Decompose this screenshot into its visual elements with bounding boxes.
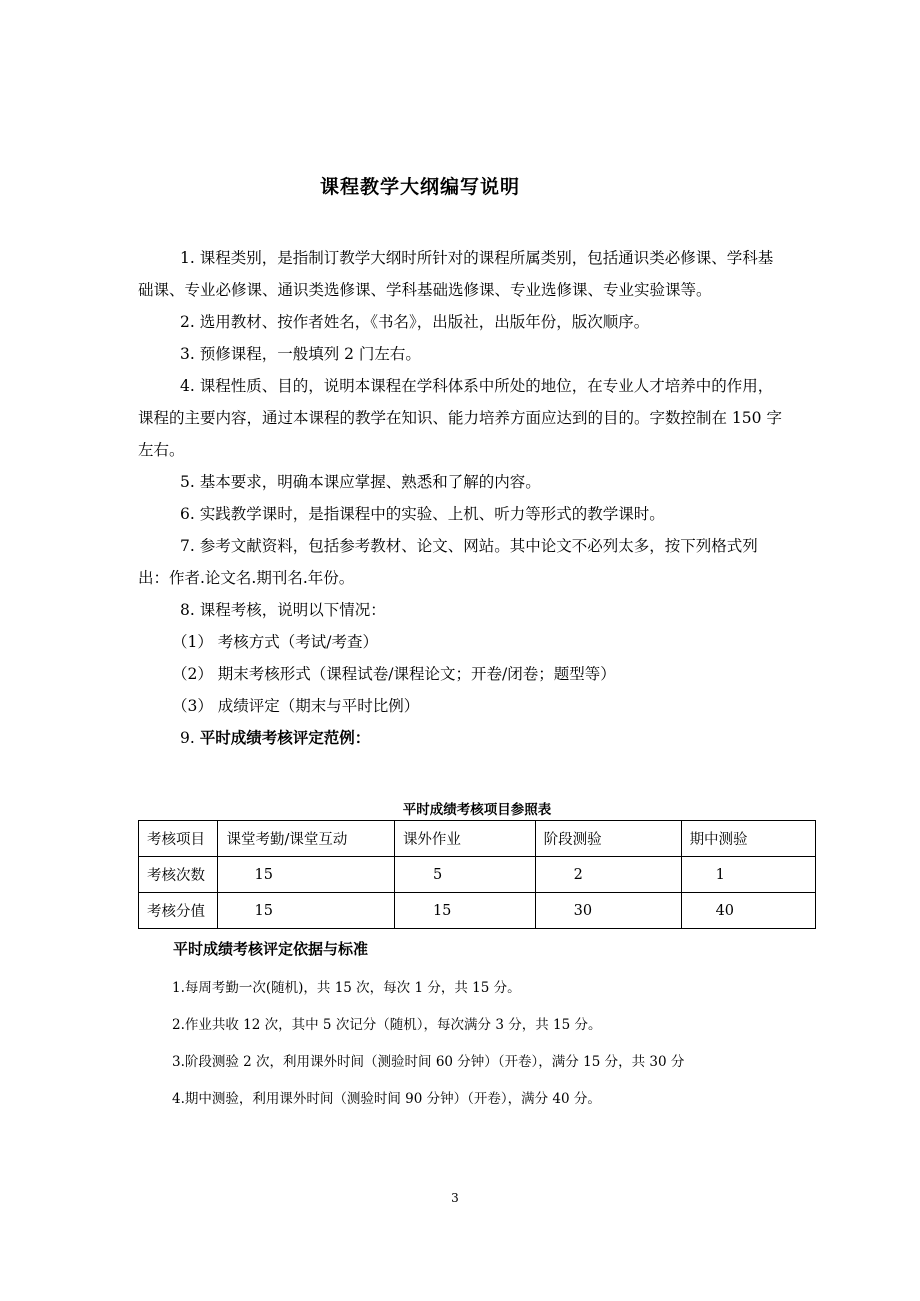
table-row <box>139 821 816 857</box>
table-cell: 5 <box>394 857 535 893</box>
table-caption: 平时成绩考核项目参照表 <box>402 802 552 818</box>
table-cell: 课外作业 <box>394 821 535 857</box>
instructions-body <box>138 242 788 754</box>
table-cell: 1 <box>681 857 815 893</box>
instruction-item-7: 7. 参考文献资料，包括参考教材、论文、网站。其中论文不必列太多，按下列格式列出：作者.论文名.期刊名.年份。 <box>138 537 758 587</box>
table-cell: 课堂考勤/课堂互动 <box>218 821 394 857</box>
table-cell: 40 <box>681 893 815 929</box>
table-cell: 30 <box>535 893 681 929</box>
table-cell: 阶段测验 <box>535 821 681 857</box>
assessment-sub-item-1: （1） 考核方式（考试/考查） <box>172 633 379 651</box>
table-cell: 考核项目 <box>139 821 218 857</box>
table-cell: 考核分值 <box>139 893 218 929</box>
instruction-item-3: 3. 预修课程，一般填列 2 门左右。 <box>180 345 421 363</box>
criteria-item: 4.期中测验，利用课外时间（测验时间 90 分钟）（开卷），满分 40 分。 <box>172 1091 601 1107</box>
table-cell: 15 <box>394 893 535 929</box>
assessment-reference-table <box>138 820 816 929</box>
criteria-item: 1.每周考勤一次(随机)，共 15 次，每次 1 分，共 15 分。 <box>172 980 521 996</box>
instruction-item-8: 8. 课程考核，说明以下情况： <box>180 601 386 619</box>
instruction-item-5: 5. 基本要求，明确本课应掌握、熟悉和了解的内容。 <box>180 473 541 491</box>
criteria-item: 2.作业共收 12 次，其中 5 次记分（随机），每次满分 3 分，共 15 分。 <box>172 1017 602 1033</box>
table-cell: 15 <box>218 857 394 893</box>
assessment-sub-item-3: （3） 成绩评定（期末与平时比例） <box>172 697 420 715</box>
table-row <box>139 857 816 893</box>
instruction-item-4: 4. 课程性质、目的，说明本课程在学科体系中所处的地位，在专业人才培养中的作用，课程的主要内容，通过本课程的教学在知识、能力培养方面应达到的目的。字数控制在 150 字左右。 <box>138 377 782 459</box>
criteria-list <box>172 970 792 1118</box>
instruction-item-9 <box>138 722 788 754</box>
instruction-item-9-number: 9. <box>180 729 195 747</box>
table-cell: 2 <box>535 857 681 893</box>
table-row <box>139 893 816 929</box>
instruction-item-6: 6. 实践教学课时，是指课程中的实验、上机、听力等形式的教学课时。 <box>180 505 665 523</box>
table-cell: 考核次数 <box>139 857 218 893</box>
page-title: 课程教学大纲编写说明 <box>319 176 520 198</box>
criteria-title: 平时成绩考核评定依据与标准 <box>173 940 369 958</box>
instruction-item-1: 1. 课程类别，是指制订教学大纲时所针对的课程所属类别，包括通识类必修课、学科基础课、专业必修课、通识类选修课、学科基础选修课、专业选修课、专业实验课等。 <box>138 249 774 299</box>
table-cell: 期中测验 <box>681 821 815 857</box>
instruction-item-2: 2. 选用教材、按作者姓名，《书名》，出版社，出版年份，版次顺序。 <box>180 313 650 331</box>
assessment-sub-item-2: （2） 期末考核形式（课程试卷/课程论文；开卷/闭卷；题型等） <box>172 665 616 683</box>
instruction-item-9-text: 平时成绩考核评定范例： <box>199 729 371 747</box>
page-number: 3 <box>451 1191 459 1205</box>
criteria-item: 3.阶段测验 2 次，利用课外时间（测验时间 60 分钟）（开卷），满分 15 分，共 30 分 <box>172 1054 685 1070</box>
table-cell: 15 <box>218 893 394 929</box>
